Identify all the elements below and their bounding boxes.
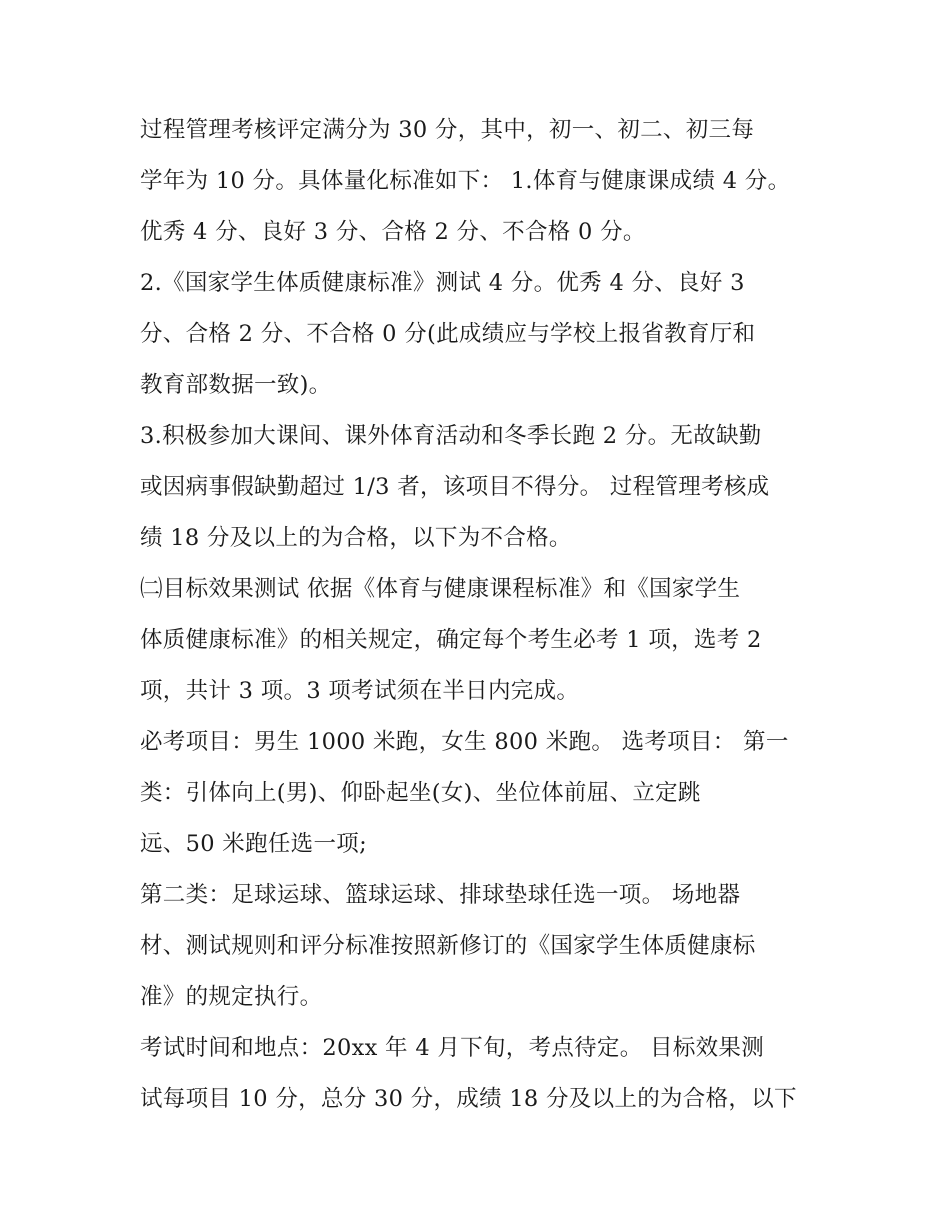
text-line: 材、测试规则和评分标准按照新修订的《国家学生体质健康标 [140,933,756,959]
text-line: ㈡目标效果测试 依据《体育与健康课程标准》和《国家学生 [140,576,741,602]
text-line: 教育部数据一致)。 [140,372,332,398]
text-line: 准》的规定执行。 [140,984,323,1010]
text-line: 优秀 4 分、良好 3 分、合格 2 分、不合格 0 分。 [140,219,646,245]
text-line: 远、50 米跑任选一项; [140,831,367,857]
text-line: 绩 18 分及以上的为合格，以下为不合格。 [140,525,572,551]
text-line: 过程管理考核评定满分为 30 分，其中，初一、初二、初三每 [140,117,755,143]
text-line: 体质健康标准》的相关规定，确定每个考生必考 1 项，选考 2 [140,627,762,653]
text-line: 第二类：足球运球、篮球运球、排球垫球任选一项。 场地器 [140,882,741,908]
text-line: 学年为 10 分。具体量化标准如下： 1.体育与健康课成绩 4 分。 [140,168,791,194]
text-line: 或因病事假缺勤超过 1/3 者，该项目不得分。 过程管理考核成 [140,474,770,500]
text-line: 2.《国家学生体质健康标准》测试 4 分。优秀 4 分、良好 3 [140,270,745,296]
text-line: 项，共计 3 项。3 项考试须在半日内完成。 [140,678,580,704]
text-line: 考试时间和地点：20xx 年 4 月下旬，考点待定。 目标效果测 [140,1035,765,1061]
text-line: 分、合格 2 分、不合格 0 分(此成绩应与学校上报省教育厅和 [140,321,756,347]
text-line: 试每项目 10 分，总分 30 分，成绩 18 分及以上的为合格，以下 [140,1086,797,1112]
text-line: 类：引体向上(男)、仰卧起坐(女)、坐位体前屈、立定跳 [140,780,701,806]
text-line: 必考项目：男生 1000 米跑，女生 800 米跑。 选考项目： 第一 [140,729,789,755]
document-body [140,105,820,1125]
text-line: 3.积极参加大课间、课外体育活动和冬季长跑 2 分。无故缺勤 [140,423,762,449]
